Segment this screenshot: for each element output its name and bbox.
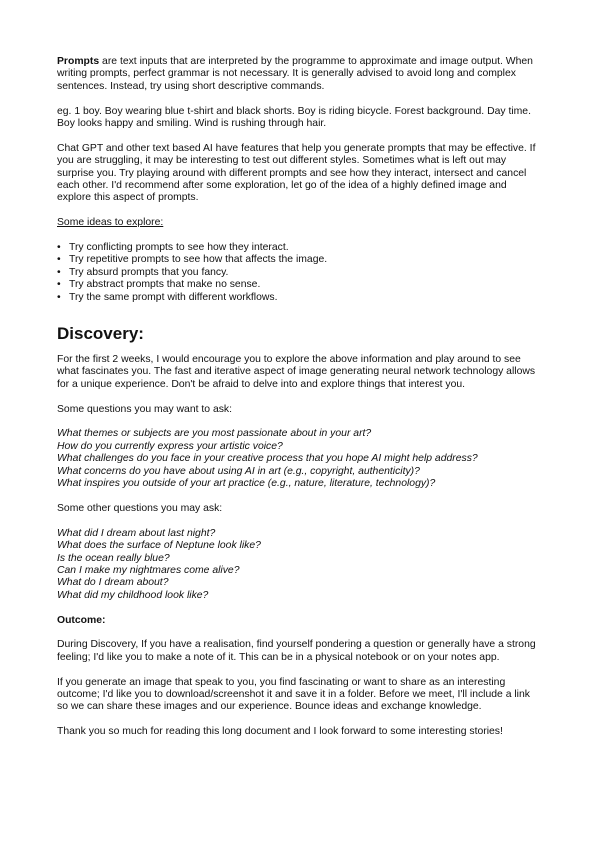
list-item: • Try conflicting prompts to see how they interact.: [57, 242, 538, 254]
list-item: What do I dream about?: [57, 577, 169, 589]
list-item: What did I dream about last night?: [57, 527, 216, 539]
prompt-advice-paragraph: Chat GPT and other text based AI have features that help you generate prompts that may be effective. If you are struggling, it may be interesting to test out different styles. Sometimes what is left out may surprise you. Try playing around with different prompts and see how they interact, intersect and cancel each other. I'd recommend after some exploration, let go of the idea of a highly defined image and explore this aspect of prompts.: [57, 142, 536, 204]
list-item: • Try the same prompt with different workflows.: [57, 292, 538, 304]
discovery-heading: Discovery:: [57, 324, 144, 344]
other-questions-lead: Some other questions you may ask:: [57, 502, 223, 514]
closing-paragraph: Thank you so much for reading this long document and I look forward to some interesting stories!: [57, 726, 503, 738]
list-item: • Try absurd prompts that you fancy.: [57, 267, 538, 279]
outcome-heading: Outcome:: [57, 614, 106, 626]
outcome-paragraph-1: During Discovery, If you have a realisation, find yourself pondering a question or generally have a strong feeling; I'd like you to make a note of it. This can be in a physical notebook or on your notes app.: [57, 639, 536, 663]
list-item: What challenges do you face in your creative process that you hope AI might help address?: [57, 453, 478, 465]
list-item: What concerns do you have about using AI in art (e.g., copyright, authenticity)?: [57, 465, 420, 477]
prompts-intro-text: are text inputs that are interpreted by the programme to approximate and image output. When writing prompts, perfect grammar is not necessary. It is generally advised to avoid long and complex sentences. Instead, try using short descriptive commands.: [57, 56, 533, 92]
list-item: Can I make my nightmares come alive?: [57, 564, 240, 576]
list-item: • Try abstract prompts that make no sense.: [57, 279, 538, 291]
list-item: What does the surface of Neptune look like?: [57, 540, 261, 552]
ideas-heading: Some ideas to explore:: [57, 217, 164, 229]
questions-lead: Some questions you may want to ask:: [57, 403, 232, 415]
list-item: Is the ocean really blue?: [57, 552, 170, 564]
prompts-term: Prompts: [57, 56, 100, 67]
prompts-intro-paragraph: [57, 56, 538, 93]
list-item: What themes or subjects are you most passionate about in your art?: [57, 428, 372, 440]
other-questions-list: [57, 528, 538, 602]
list-item: • Try repetitive prompts to see how that affects the image.: [57, 254, 538, 266]
list-item: How do you currently express your artistic voice?: [57, 440, 283, 452]
questions-list: [57, 428, 538, 490]
prompt-example-paragraph: eg. 1 boy. Boy wearing blue t-shirt and black shorts. Boy is riding bicycle. Forest background. Day time. Boy looks happy and smiling. Wind is rushing through hair.: [57, 105, 531, 130]
discovery-intro-paragraph: For the first 2 weeks, I would encourage you to explore the above information and play around to see what fascinates you. The fast and iterative aspect of image generating neural network technology allows for a unique experience. Don't be afraid to delve into and explore things that interest you.: [57, 354, 536, 390]
list-item: What inspires you outside of your art practice (e.g., nature, literature, technology)?: [57, 478, 436, 490]
outcome-paragraph-2: If you generate an image that speak to you, you find fascinating or want to share as an interesting outcome; I'd like you to download/screenshot it and save it in a folder. Before we meet, I'll include a link so we can share these images and our experience. Bounce ideas and exchange knowledge.: [57, 676, 530, 713]
list-item: What did my childhood look like?: [57, 589, 209, 601]
ideas-list: [57, 242, 538, 304]
